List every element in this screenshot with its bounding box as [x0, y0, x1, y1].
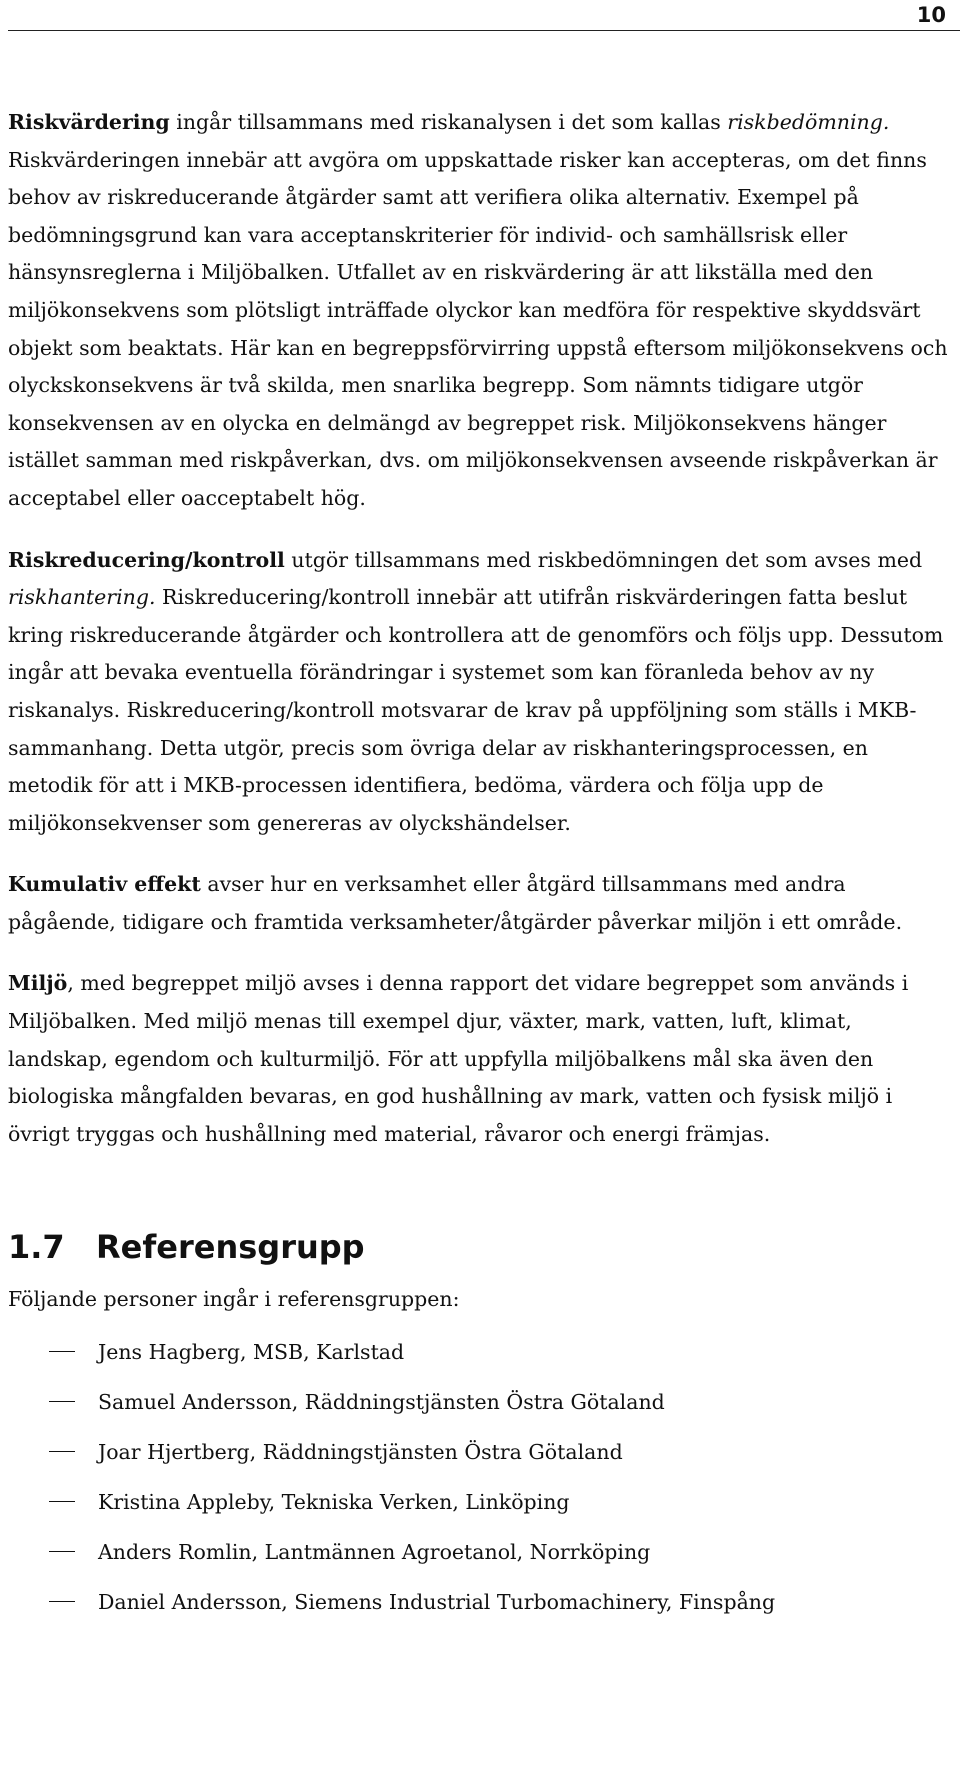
term-riskvardering: Riskvärdering	[8, 110, 170, 134]
member-name: Anders Romlin, Lantmännen Agroetanol, Norrköping	[98, 1540, 651, 1565]
paragraph-miljo	[8, 965, 950, 1153]
term-riskreducering: Riskreducering/kontroll	[8, 547, 285, 572]
member-name: Samuel Andersson, Räddningstjänsten Östra Götaland	[98, 1390, 665, 1415]
document-body	[8, 104, 950, 1627]
italic-term: riskhantering.	[8, 585, 156, 610]
list-item	[8, 1327, 950, 1377]
section-number: 1.7	[8, 1228, 65, 1267]
list-item	[8, 1427, 950, 1477]
list-item	[8, 1377, 950, 1427]
paragraph-text: utgör tillsammans med riskbedömningen det som avses med	[284, 547, 923, 572]
section-heading	[8, 1225, 950, 1269]
dash-bullet	[49, 1551, 75, 1552]
member-name: Kristina Appleby, Tekniska Verken, Linköping	[98, 1490, 570, 1515]
list-item	[8, 1477, 950, 1527]
paragraph-text: ingår tillsammans med riskanalysen i det som kallas	[169, 110, 728, 134]
paragraph-text: Riskvärderingen innebär att avgöra om uppskattade risker kan accepteras, om det finns behov av riskreducerande åtgärder samt att verifiera olika alternativ. Exempel på bedömningsgrund kan vara acceptanskriterier för individ- och samhällsrisk eller hänsynsreglerna i Miljöbalken. Utfallet av en riskvärdering är att likställa med den miljökonsekvens som plötsligt inträffade olyckor kan medföra för respektive skyddsvärt objekt som beaktats. Här kan en begreppsförvirring uppstå eftersom miljökonsekvens och olyckskonsekvens är två skilda, men snarlika begrepp. Som nämnts tidigare utgör konsekvensen av en olycka en delmängd av begreppet risk. Miljökonsekvens hänger istället samman med riskpåverkan, dvs. om miljökonsekvensen avseende riskpåverkan är acceptabel eller oacceptabelt hög.	[8, 147, 948, 510]
italic-term: riskbedömning.	[727, 110, 890, 134]
paragraph-text: , med begreppet miljö avses i denna rapport det vidare begreppet som används i Miljöbalken. Med miljö menas till exempel djur, växter, mark, vatten, luft, klimat, landskap, egendom och kulturmiljö. För att uppfylla miljöbalkens mål ska även den biologiska mångfalden bevaras, en god hushållning av mark, vatten och fysisk miljö i övrigt tryggas och hushållning med material, råvaror och energi främjas.	[8, 971, 909, 1146]
paragraph-text: avser hur en verksamhet eller åtgärd tillsammans med andra pågående, tidigare och framtida verksamheter/åtgärder påverkar miljön i ett område.	[8, 872, 903, 934]
page-number: 10	[916, 3, 946, 27]
dash-bullet	[49, 1451, 75, 1452]
paragraph-kumulativ-effekt	[8, 866, 950, 941]
member-name: Joar Hjertberg, Räddningstjänsten Östra Götaland	[98, 1440, 623, 1465]
term-kumulativ-effekt: Kumulativ effekt	[8, 872, 201, 897]
reference-group-list	[8, 1327, 950, 1627]
dash-bullet	[49, 1601, 75, 1602]
paragraph-text: Riskreducering/kontroll innebär att utifrån riskvärderingen fatta beslut kring riskreducerande åtgärder och kontrollera att de genomförs och följs upp. Dessutom ingår att bevaka eventuella förändringar i systemet som kan föranleda behov av ny riskanalys. Riskreducering/kontroll motsvarar de krav på uppföljning som ställs i MKB-sammanhang. Detta utgör, precis som övriga delar av riskhanteringsprocessen, en metodik för att i MKB-processen identifiera, bedöma, värdera och följa upp de miljökonsekvenser som genereras av olyckshändelser.	[8, 585, 944, 835]
term-miljo: Miljö	[8, 971, 68, 996]
dash-bullet	[49, 1401, 75, 1402]
member-name: Jens Hagberg, MSB, Karlstad	[98, 1340, 405, 1365]
section-title: Referensgrupp	[96, 1228, 365, 1267]
paragraph-riskvardering	[8, 104, 950, 518]
section-intro: Följande personer ingår i referensgruppen:	[8, 1287, 460, 1312]
list-item	[8, 1577, 950, 1627]
list-item	[8, 1527, 950, 1577]
dash-bullet	[49, 1501, 75, 1502]
header-rule	[8, 30, 960, 31]
dash-bullet	[49, 1351, 75, 1352]
member-name: Daniel Andersson, Siemens Industrial Turbomachinery, Finspång	[98, 1590, 776, 1615]
paragraph-riskreducering	[8, 542, 950, 843]
